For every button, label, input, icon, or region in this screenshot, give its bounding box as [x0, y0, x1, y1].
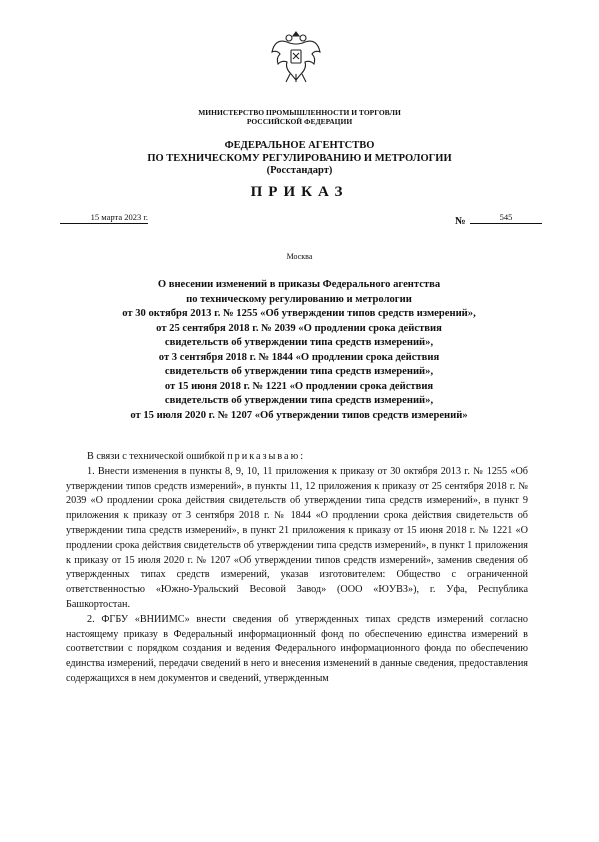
subject-line: от 3 сентября 2018 г. № 1844 «О продлении срока действия: [158, 351, 440, 363]
subject-line: от 30 октября 2013 г. № 1255 «Об утверждении типов средств измерений»,: [122, 308, 476, 319]
order-item-2: 2. ФГБУ «ВНИИМС» внести сведения об утвержденных типах средств измерений согласно настоящему приказу в Федеральный информационный фонд по обеспечению единства измерений в соответствии с порядком создания и ведения Федерального информационного фонда по обеспечению единства измерений, передачи сведений в него и внесения изменений в данные сведения, предоставления содержащихся в нем документов и сведений, утвержденным: [66, 613, 528, 684]
subject-line: свидетельств об утверждении типа средств измерений»,: [164, 395, 434, 406]
number-sign: №: [455, 216, 466, 227]
order-body: [66, 450, 528, 687]
ministry-line-2: РОССИЙСКОЙ ФЕДЕРАЦИИ: [246, 117, 353, 126]
order-subject: [60, 278, 538, 423]
agency-line-1: ФЕДЕРАЛЬНОЕ АГЕНТСТВО: [224, 140, 375, 151]
ministry-name: [0, 108, 599, 126]
order-title: ПРИКАЗ: [250, 184, 349, 200]
preamble-text: В связи с технической ошибкой: [87, 451, 225, 462]
order-item-1: 1. Внести изменения в пункты 8, 9, 10, 11 приложения к приказу от 30 октября 2013 г. № 1255 «Об утверждении типов средств измерений», в пункты 11, 12 приложения к приказу от 25 сентября 2018 г. № 2039 «О продлении срока действия свидетельств об утверждении типа средств измерений», в пункт 9 приложения к приказу от 3 сентября 2018 г. № 1844 «О продлении срока действия свидетельств об утверждении типа средств измерений», в пункт 21 приложения к приказу от 15 июня 2018 г. № 1221 «О продлении срока действия свидетельств об утверждении типа средств измерений», в пункт 1 приложения к приказу от 15 июля 2020 г. № 1207 «Об утверждении типов средств измерений», заменив сведения об утвержденных типах средств измерений, указав изготовителем: Общество с ограниченной ответственностью «Южно-Уральский Весовой Завод» (ООО «ЮУВЗ»), г. Уфа, Республика Башкортостан.: [66, 465, 528, 610]
subject-line: свидетельств об утверждении типа средств измерений»,: [164, 366, 434, 377]
subject-line: от 15 июня 2018 г. № 1221 «О продлении срока действия: [164, 380, 434, 392]
subject-line: от 15 июля 2020 г. № 1207 «Об утверждении типов средств измерений»: [130, 409, 468, 421]
ministry-line-1: МИНИСТЕРСТВО ПРОМЫШЛЕННОСТИ И ТОРГОВЛИ: [198, 108, 401, 117]
order-date: 15 марта 2023 г.: [60, 212, 148, 224]
agency-line-3: (Росстандарт): [266, 165, 333, 176]
agency-name: [0, 140, 599, 178]
preamble: [66, 450, 528, 465]
subject-line: О внесении изменений в приказы Федерального агентства: [157, 279, 441, 290]
order-word: приказываю:: [227, 451, 306, 462]
subject-line: от 25 сентября 2018 г. № 2039 «О продлении срока действия: [156, 322, 442, 334]
city: Москва: [286, 252, 313, 261]
agency-line-2: ПО ТЕХНИЧЕСКОМУ РЕГУЛИРОВАНИЮ И МЕТРОЛОГИИ: [147, 152, 452, 164]
subject-line: по техническому регулированию и метрологии: [186, 293, 412, 305]
coat-of-arms-icon: [270, 26, 322, 86]
order-number: 545: [470, 212, 542, 224]
subject-line: свидетельств об утверждении типа средств измерений»,: [164, 337, 434, 348]
